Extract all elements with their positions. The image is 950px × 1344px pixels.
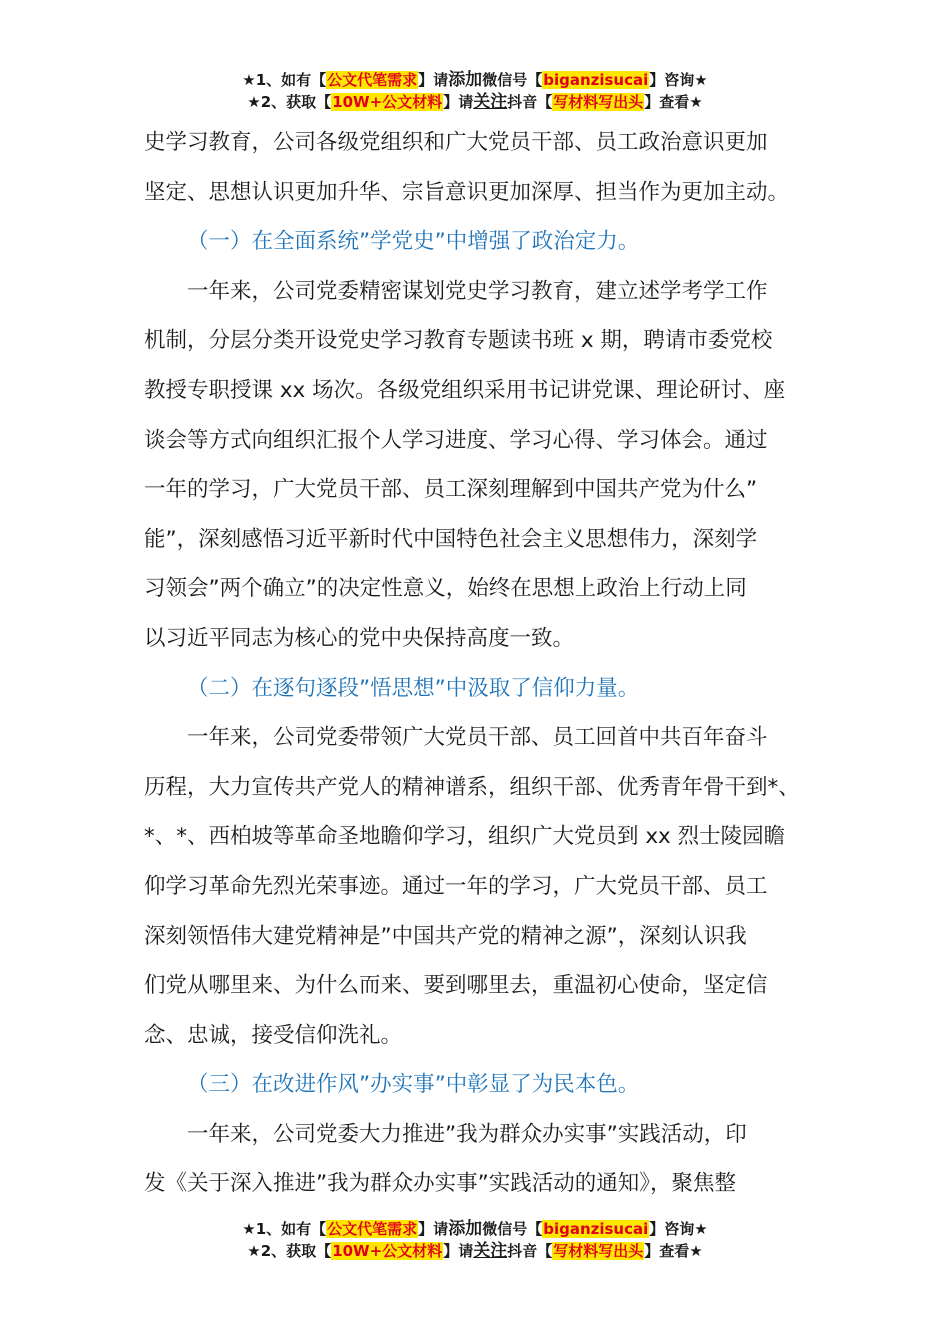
promo-text: 微信号【 [482, 1220, 543, 1238]
promo-line-1 [0, 69, 950, 91]
paragraph-line: 一年来，公司党委带领广大党员干部、员工回首中共百年奋斗 [187, 725, 768, 751]
promo-text: 】查看 [644, 93, 690, 111]
star-icon: ★ [247, 1242, 261, 1260]
paragraph-line: 仰学习革命先烈光荣事迹。通过一年的学习，广大党员干部、员工 [144, 873, 768, 899]
promo-highlight: 10W+公文材料 [332, 93, 443, 111]
promo-text: 】请 [418, 71, 449, 89]
star-icon: ★ [242, 71, 256, 89]
promo-wechat-id: biganzisucai [543, 71, 649, 89]
star-icon: ★ [242, 1220, 256, 1238]
promo-text: 】请 [418, 1220, 449, 1238]
paragraph-line: *、*、西柏坡等革命圣地瞻仰学习，组织广大党员到 xx 烈士陵园瞻 [144, 824, 786, 850]
paragraph-line: 习领会”两个确立”的决定性意义，始终在思想上政治上行动上同 [144, 576, 747, 602]
promo-emphasis: 添加 [448, 1219, 483, 1239]
promo-emphasis: 关注 [473, 92, 508, 112]
paragraph-line: 念、忠诚，接受信仰洗礼。 [144, 1022, 403, 1048]
promo-line-2 [0, 91, 950, 113]
promo-text: 】查看 [644, 1242, 690, 1260]
promo-highlight: 公文代笔需求 [327, 71, 418, 89]
promo-text: 抖音【 [507, 93, 553, 111]
promo-text: 】咨询 [649, 71, 695, 89]
paragraph-line: 一年的学习，广大党员干部、员工深刻理解到中国共产党为什么” [144, 477, 758, 503]
promo-line-2 [0, 1240, 950, 1262]
paragraph-line: 一年来，公司党委大力推进”我为群众办实事”实践活动，印 [187, 1121, 747, 1147]
paragraph-line: 发《关于深入推进”我为群众办实事”实践活动的通知》，聚焦整 [144, 1171, 737, 1197]
promo-text: 1、如有【 [255, 71, 327, 89]
promo-highlight: 10W+公文材料 [332, 1242, 443, 1260]
star-icon: ★ [694, 1220, 708, 1238]
star-icon: ★ [689, 93, 703, 111]
document-body [144, 118, 824, 1209]
paragraph-line: 教授专职授课 xx 场次。各级党组织采用书记讲党课、理论研讨、座 [144, 377, 786, 403]
paragraph-line: 历程，大力宣传共产党人的精神谱系，组织干部、优秀青年骨干到*、 [144, 774, 800, 800]
star-icon: ★ [694, 71, 708, 89]
paragraph-line: 深刻领悟伟大建党精神是”中国共产党的精神之源”，深刻认识我 [144, 923, 747, 949]
section-heading-2: （二）在逐句逐段”悟思想”中汲取了信仰力量。 [187, 675, 640, 701]
promo-text: 2、获取【 [260, 93, 332, 111]
promo-wechat-id: biganzisucai [543, 1220, 649, 1238]
star-icon: ★ [689, 1242, 703, 1260]
promo-highlight: 公文代笔需求 [327, 1220, 418, 1238]
promo-highlight: 写材料写出头 [553, 1242, 644, 1260]
star-icon: ★ [247, 93, 261, 111]
promo-emphasis: 添加 [448, 70, 483, 90]
paragraph-line: 们党从哪里来、为什么而来、要到哪里去，重温初心使命，坚定信 [144, 973, 768, 999]
section-heading-3: （三）在改进作风”办实事”中彰显了为民本色。 [187, 1072, 640, 1098]
section-heading-1: （一）在全面系统”学党史”中增强了政治定力。 [187, 229, 640, 255]
promo-text: 抖音【 [507, 1242, 553, 1260]
promo-text: 1、如有【 [255, 1220, 327, 1238]
paragraph-line: 史学习教育，公司各级党组织和广大党员干部、员工政治意识更加 [144, 130, 768, 155]
paragraph-line: 一年来，公司党委精密谋划党史学习教育，建立述学考学工作 [187, 278, 768, 304]
paragraph-line: 坚定、思想认识更加升华、宗旨意识更加深厚、担当作为更加主动。 [144, 179, 790, 205]
promo-line-1 [0, 1218, 950, 1240]
paragraph-line: 机制，分层分类开设党史学习教育专题读书班 x 期，聘请市委党校 [144, 328, 773, 354]
promo-text: 】请 [443, 93, 474, 111]
promo-footer [0, 1218, 950, 1262]
promo-text: 微信号【 [482, 71, 543, 89]
promo-text: 】请 [443, 1242, 474, 1260]
promo-emphasis: 关注 [473, 1241, 508, 1261]
paragraph-line: 能”，深刻感悟习近平新时代中国特色社会主义思想伟力，深刻学 [144, 526, 758, 552]
promo-highlight: 写材料写出头 [553, 93, 644, 111]
promo-header [0, 69, 950, 113]
promo-text: 】咨询 [649, 1220, 695, 1238]
promo-text: 2、获取【 [260, 1242, 332, 1260]
paragraph-line: 以习近平同志为核心的党中央保持高度一致。 [144, 625, 575, 651]
paragraph-line: 谈会等方式向组织汇报个人学习进度、学习心得、学习体会。通过 [144, 427, 768, 453]
